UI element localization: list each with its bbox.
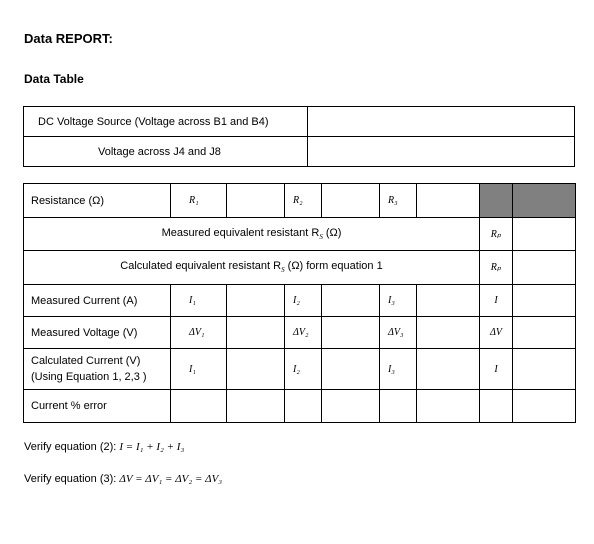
dc-voltage-source-value[interactable] [307, 107, 574, 137]
table-row [24, 317, 576, 349]
table-row [24, 107, 575, 137]
error-cell[interactable] [513, 390, 576, 423]
table-row [24, 251, 576, 285]
i2-value[interactable] [322, 285, 380, 317]
dv-symbol: ΔV [480, 317, 513, 349]
table-row [24, 390, 576, 423]
table-row [24, 285, 576, 317]
r3-value[interactable] [417, 184, 480, 218]
measured-voltage-label: Measured Voltage (V) [24, 317, 171, 349]
calculated-equivalent-label: Calculated equivalent resistant $R_S$ (Ω) form equation 1 [24, 251, 480, 285]
i2-symbol: I₂ [285, 285, 322, 317]
rp-symbol: Rₚ [480, 251, 513, 285]
i-value[interactable] [513, 285, 576, 317]
dv1-symbol: ΔV₁ [171, 317, 227, 349]
i3-symbol: I₃ [380, 349, 417, 390]
data-table-heading: Data Table [24, 72, 84, 86]
voltage-j4-j8-label: Voltage across J4 and J8 [24, 137, 308, 167]
r2-symbol: R₂ [285, 184, 322, 218]
dv1-value[interactable] [227, 317, 285, 349]
error-cell[interactable] [417, 390, 480, 423]
measured-equivalent-label: Measured equivalent resistant $R_S$ (Ω) [24, 218, 480, 251]
i1-symbol: I₁ [171, 349, 227, 390]
calculated-current-label: Calculated Current (V) (Using Equation 1, 2,3 ) [24, 349, 171, 390]
dv3-value[interactable] [417, 317, 480, 349]
dv2-value[interactable] [322, 317, 380, 349]
error-cell[interactable] [380, 390, 417, 423]
table-row [24, 184, 576, 218]
measured-current-label: Measured Current (A) [24, 285, 171, 317]
dv3-symbol: ΔV₃ [380, 317, 417, 349]
rp-measured-value[interactable] [513, 218, 576, 251]
table-row [24, 349, 576, 390]
i1-value[interactable] [227, 285, 285, 317]
i3-value[interactable] [417, 285, 480, 317]
i-calculated-value[interactable] [513, 349, 576, 390]
i3-calculated-value[interactable] [417, 349, 480, 390]
i2-symbol: I₂ [285, 349, 322, 390]
rp-symbol: Rₚ [480, 218, 513, 251]
i1-calculated-value[interactable] [227, 349, 285, 390]
dv2-symbol: ΔV₂ [285, 317, 322, 349]
r1-value[interactable] [227, 184, 285, 218]
gray-cell [513, 184, 576, 218]
i-symbol: I [480, 285, 513, 317]
dv-value[interactable] [513, 317, 576, 349]
i1-symbol: I₁ [171, 285, 227, 317]
dc-voltage-source-label: DC Voltage Source (Voltage across B1 and B4) [24, 107, 308, 137]
error-cell[interactable] [171, 390, 227, 423]
i-symbol: I [480, 349, 513, 390]
r3-symbol: R₃ [380, 184, 417, 218]
r1-symbol: R₁ [171, 184, 227, 218]
error-cell[interactable] [480, 390, 513, 423]
i2-calculated-value[interactable] [322, 349, 380, 390]
i3-symbol: I₃ [380, 285, 417, 317]
table-row [24, 137, 575, 167]
error-cell[interactable] [322, 390, 380, 423]
verify-equation-2: Verify equation (2): I = I₁ + I₂ + I₃ [24, 441, 185, 453]
current-error-label: Current % error [24, 390, 171, 423]
resistance-table [23, 183, 576, 423]
table-row [24, 218, 576, 251]
verify-equation-3: Verify equation (3): ΔV = ΔV₁ = ΔV₂ = ΔV₃ [24, 473, 223, 485]
resistance-label: Resistance (Ω) [24, 184, 171, 218]
voltage-j4-j8-value[interactable] [307, 137, 574, 167]
report-heading: Data REPORT: [24, 31, 113, 46]
gray-cell [480, 184, 513, 218]
r2-value[interactable] [322, 184, 380, 218]
error-cell[interactable] [227, 390, 285, 423]
rp-calculated-value[interactable] [513, 251, 576, 285]
voltage-table [23, 106, 575, 167]
error-cell[interactable] [285, 390, 322, 423]
